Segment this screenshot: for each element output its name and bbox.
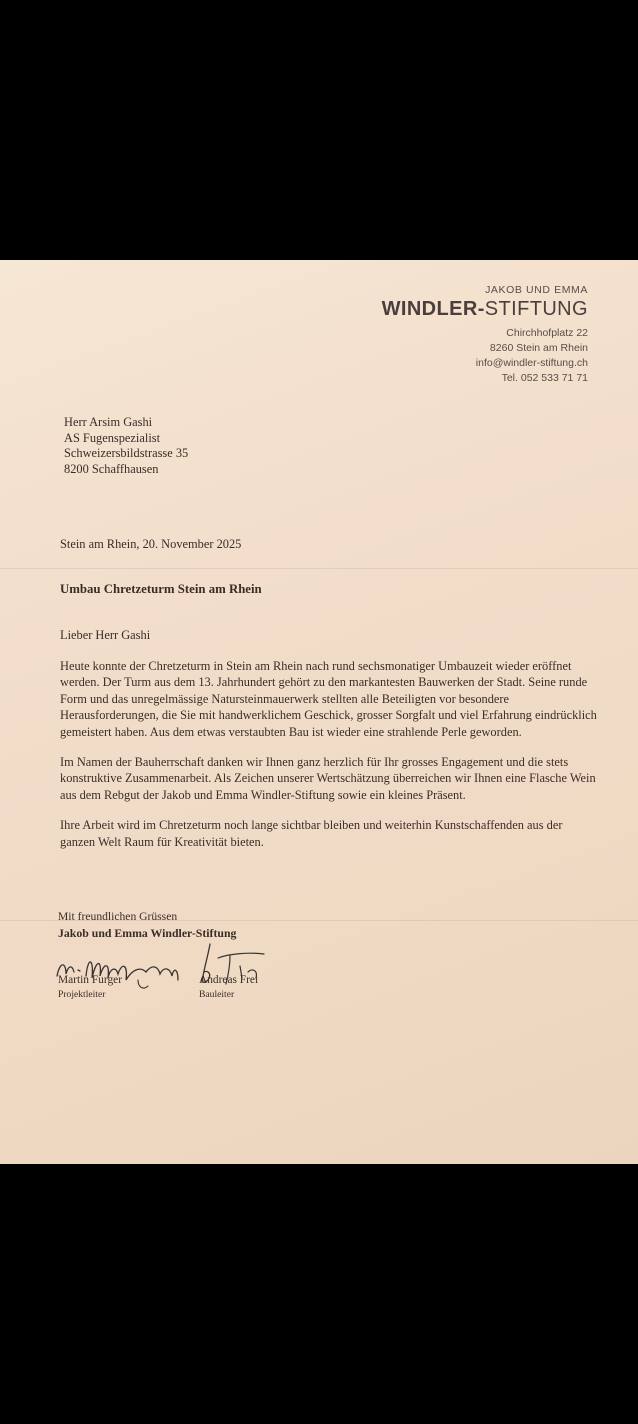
address-email: info@windler-stiftung.ch: [475, 357, 588, 369]
address-city: 8260 Stein am Rhein: [489, 342, 588, 354]
address-street: Chirchhofplatz 22: [506, 327, 588, 339]
signatory-name: Martin Furger: [58, 974, 123, 986]
foundation-name-light: STIFTUNG: [484, 298, 588, 320]
letter-date: Stein am Rhein, 20. November 2025: [60, 537, 242, 551]
recipient-city: 8200 Schaffhausen: [64, 461, 159, 476]
address-phone: Tel. 052 533 71 71: [501, 372, 588, 384]
recipient-street: Schweizersbildstrasse 35: [64, 446, 189, 460]
recipient-name: Herr Arsim Gashi: [64, 415, 153, 429]
recipient-company: AS Fugenspezialist: [64, 430, 161, 445]
signatory-name: Andreas Frei: [199, 974, 259, 986]
salutation: Lieber Herr Gashi: [60, 628, 151, 642]
letter-subject: Umbau Chretzeturm Stein am Rhein: [60, 582, 262, 596]
paper-fold-line: [0, 568, 638, 569]
signatory-role: Projektleiter: [58, 989, 106, 1000]
handwritten-signatures: [52, 936, 282, 996]
closing-greeting: Mit freundlichen Grüssen: [58, 910, 178, 923]
foundation-name-bold: WINDLER-: [381, 298, 485, 320]
letterhead-line1: JAKOB UND EMMA: [485, 284, 588, 296]
foundation-name: [382, 297, 588, 321]
letterhead-address: [382, 326, 588, 386]
paragraph: Ihre Arbeit wird im Chretzeturm noch lange sichtbar bleiben und weiterhin Kunstschaffenden aus der ganzen Welt Raum für Kreativität bieten.: [60, 818, 563, 849]
paragraph: Heute konnte der Chretzeturm in Stein am Rhein nach rund sechsmonatiger Umbauzeit wieder eröffnet werden. Der Turm aus dem 13. Jahrhundert gehört zu den markantesten Bauwerken der Stadt. Seine runde Form und das unregelmässige Natursteinmauerwerk stellten alle Beteiligten vor besondere Herausforderungen, die Sie mit handwerklichem Geschick, grosser Sorgfalt und viel Erfahrung eindrücklich gemeistert haben. Aus dem etwas verstaubten Bau ist wieder eine strahlende Perle geworden.: [60, 659, 597, 739]
paragraph: Im Namen der Bauherrschaft danken wir Ihnen ganz herzlich für Ihr grosses Engagement und die stets konstruktive Zusammenarbeit. Als Zeichen unserer Wertschätzung überreichen wir Ihnen eine Flasche Wein aus dem Rebgut der Jakob und Emma Windler-Stiftung sowie ein kleines Präsent.: [60, 755, 596, 802]
letterhead: [382, 284, 588, 386]
recipient-address: [64, 415, 188, 477]
letter-page: [0, 260, 638, 1164]
letter-body: [60, 658, 600, 864]
closing-organization: Jakob und Emma Windler-Stiftung: [58, 926, 237, 940]
signatory-role: Bauleiter: [199, 989, 235, 1000]
